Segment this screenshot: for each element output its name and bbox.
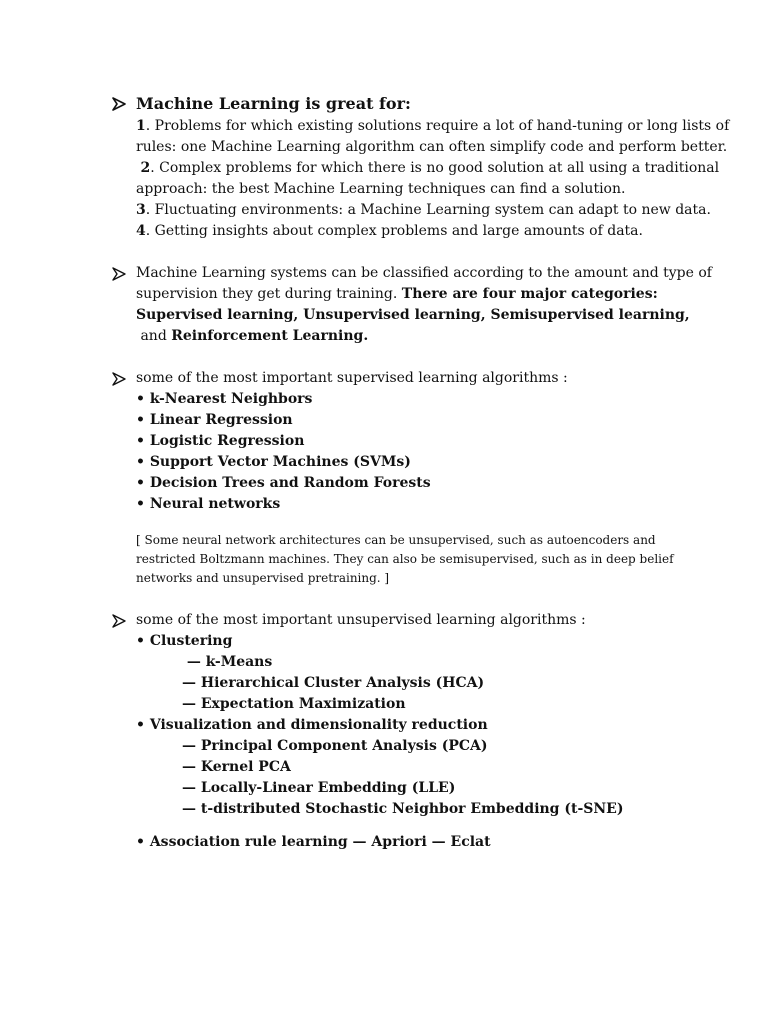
item-text: . Problems for which existing solutions require a lot of hand-tuning or long lists of	[145, 118, 730, 134]
bold-text: There are four major categories:	[401, 286, 658, 302]
item-text: . Getting insights about complex problems and large amounts of data.	[145, 223, 643, 239]
list-item	[136, 116, 730, 137]
item-text: . Complex problems for which there is no good solution at all using a traditional	[150, 160, 720, 176]
list-item: • Decision Trees and Random Forests	[136, 475, 431, 491]
arrow-bullet-icon	[112, 267, 126, 281]
plain-text: and	[136, 328, 172, 344]
paragraph-line: Machine Learning systems can be classified according to the amount and type of	[136, 265, 712, 281]
section-classification	[112, 263, 712, 347]
list-item: • Visualization and dimensionality reduction	[136, 717, 488, 733]
sub-item: — k-Means	[182, 654, 273, 670]
note-line: [ Some neural network architectures can be unsupervised, such as autoencoders and	[136, 533, 656, 547]
note-line: networks and unsupervised pretraining. ]	[136, 571, 390, 585]
item-number: 1	[136, 118, 146, 134]
list-item: • Logistic Regression	[136, 433, 305, 449]
list-item	[136, 221, 712, 242]
item-number: 2	[140, 160, 151, 176]
item-text-continued: rules: one Machine Learning algorithm can often simplify code and perform better.	[136, 139, 728, 155]
list-item: • Clustering	[136, 633, 233, 649]
list-item: • Linear Regression	[136, 412, 293, 428]
sub-item: — Expectation Maximization	[182, 696, 406, 712]
categories-line: Supervised learning, Unsupervised learning, Semisupervised learning,	[136, 307, 690, 323]
sub-item: — Principal Component Analysis (PCA)	[182, 738, 488, 754]
arrow-bullet-icon	[112, 372, 126, 386]
section-great-for	[112, 92, 730, 242]
arrow-bullet-icon	[112, 97, 126, 111]
list-item: • k-Nearest Neighbors	[136, 391, 313, 407]
section-intro: some of the most important unsupervised learning algorithms :	[136, 612, 586, 628]
section-heading: Machine Learning is great for:	[136, 94, 411, 113]
list-item	[136, 200, 712, 221]
paragraph-line	[136, 284, 712, 305]
item-number: 3	[136, 202, 146, 218]
item-text-continued: approach: the best Machine Learning techniques can find a solution.	[136, 181, 626, 197]
plain-text: supervision they get during training.	[136, 286, 402, 302]
sub-item: — Kernel PCA	[182, 759, 291, 775]
arrow-bullet-icon	[112, 614, 126, 628]
section-supervised	[112, 368, 712, 588]
sub-item: — t-distributed Stochastic Neighbor Embedding (t-SNE)	[182, 801, 624, 817]
section-unsupervised	[112, 610, 712, 853]
note-line: restricted Boltzmann machines. They can also be semisupervised, such as in deep belief	[136, 552, 674, 566]
sub-item: — Hierarchical Cluster Analysis (HCA)	[182, 675, 485, 691]
paragraph-line	[136, 326, 712, 347]
bold-text: Reinforcement Learning.	[171, 328, 369, 344]
list-item: • Association rule learning — Apriori — Eclat	[136, 834, 491, 850]
list-item: • Support Vector Machines (SVMs)	[136, 454, 411, 470]
sub-item: — Locally-Linear Embedding (LLE)	[182, 780, 456, 796]
item-number: 4	[136, 223, 146, 239]
item-text: . Fluctuating environments: a Machine Learning system can adapt to new data.	[145, 202, 711, 218]
section-intro: some of the most important supervised learning algorithms :	[136, 370, 568, 386]
list-item: • Neural networks	[136, 496, 281, 512]
list-item	[136, 158, 720, 179]
